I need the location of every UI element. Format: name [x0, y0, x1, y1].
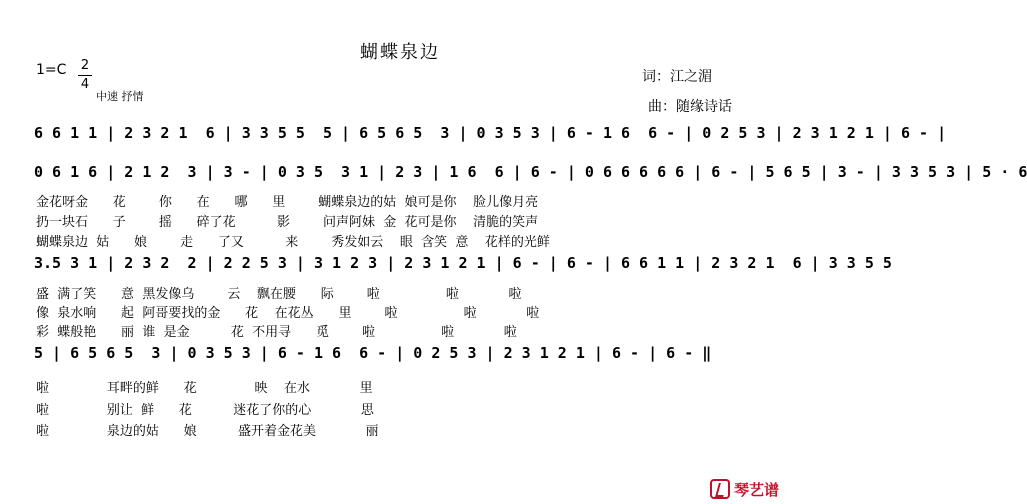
composer-credit: 曲：随缘诗话: [648, 99, 732, 115]
lq-logo-icon: [710, 479, 730, 499]
site-logo[interactable]: [710, 478, 779, 500]
score-row-4-notes: 5 | 6 5 6 5 3 | 0 3 5 3 | 6 - 1 6 6 - | 0 2 5 3 | 2 3 1 2 1 | 6 - | 6 - ‖: [34, 344, 712, 362]
tempo-marking: 中速 抒情: [96, 90, 144, 103]
score-row-4-lyric-1: 啦 耳畔的鲜 花 映 在水 里: [36, 381, 373, 396]
time-signature-divider: [78, 75, 92, 76]
time-signature-bottom: 4: [80, 77, 90, 92]
score-row-4-lyric-2: 啦 别让 鲜 花 迷花了你的心 思: [36, 403, 374, 418]
key-signature: 1=C: [36, 62, 67, 78]
score-row-3-lyric-2: 像 泉水响 起 阿哥要找的金 花 在花丛 里 啦 啦 啦: [36, 306, 540, 321]
lyricist-credit: 词：江之湄: [642, 69, 712, 85]
score-row-3-lyric-1: 盛 满了笑 意 黑发像乌 云 飘在腰 际 啦 啦 啦: [36, 287, 522, 302]
page-title: 蝴蝶泉边: [360, 42, 440, 63]
score-row-3-lyric-3: 彩 蝶般艳 丽 谁 是金 花 不用寻 觅 啦 啦 啦: [36, 325, 517, 340]
site-logo-text: 琴艺谱: [734, 480, 780, 499]
score-row-2-lyric-1: 金花呀金 花 你 在 哪 里 蝴蝶泉边的姑 娘可是你 脸儿像月亮: [36, 195, 539, 210]
time-signature: [78, 58, 92, 93]
time-signature-top: 2: [80, 58, 90, 73]
score-row-4-lyric-3: 啦 泉边的姑 娘 盛开着金花美 丽: [36, 424, 379, 439]
score-row-2-lyric-2: 扔一块石 子 摇 碎了花 影 问声阿妹 金 花可是你 清脆的笑声: [36, 215, 539, 230]
score-row-2-notes: 0 6 1 6 | 2 1 2 3 | 3 - | 0 3 5 3 1 | 2 3 | 1 6 6 | 6 - | 0 6 6 6 6 6 | 6 - | 5 6 5 | 3 - | 3 3 5 3 | 5 · 6: [34, 163, 1027, 181]
score-row-2-lyric-3: 蝴蝶泉边 姑 娘 走 了又 来 秀发如云 眼 含笑 意 花样的光鲜: [36, 235, 550, 250]
score-row-1-notes: 6 6 1 1 | 2 3 2 1 6 | 3 3 5 5 5 | 6 5 6 5 3 | 0 3 5 3 | 6 - 1 6 6 - | 0 2 5 3 | 2 3 1 2 1 | 6 - |: [34, 124, 947, 142]
score-row-3-notes: 3.5 3 1 | 2 3 2 2 | 2 2 5 3 | 3 1 2 3 | 2 3 1 2 1 | 6 - | 6 - | 6 6 1 1 | 2 3 2 1 6 | 3 3 5 5: [34, 254, 892, 272]
